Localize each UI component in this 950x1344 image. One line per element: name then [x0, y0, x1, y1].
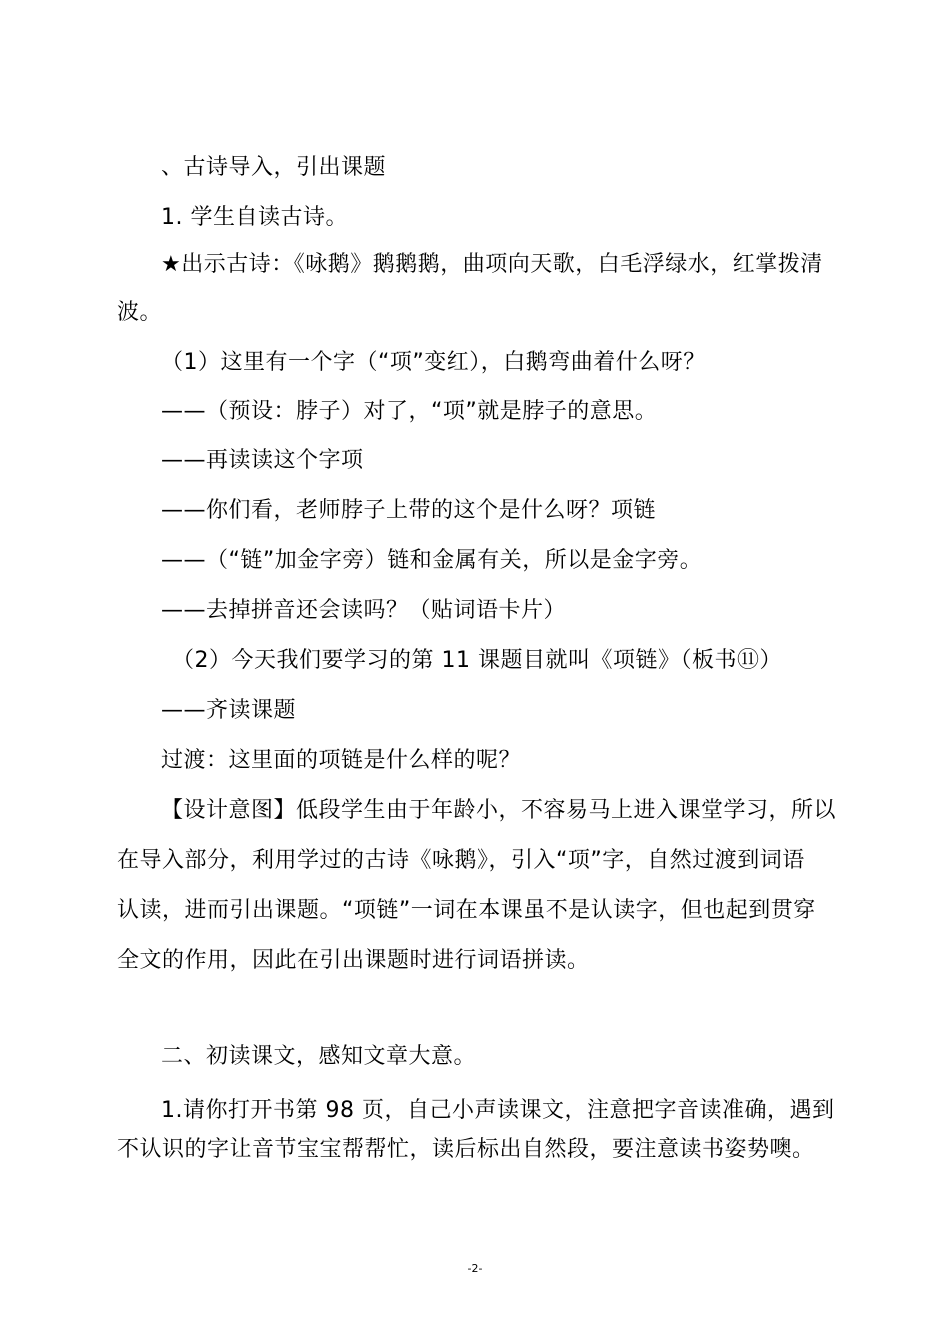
dialogue-line5: ——去掉拼音还会读吗？（贴词语卡片）: [161, 598, 567, 623]
design-intent-line3: 认读，进而引出课题。“项链”一词在本课虽不是认读字，但也起到贯穿: [117, 898, 816, 923]
dialogue-line1: ——（预设：脖子）对了，“项”就是脖子的意思。: [161, 399, 658, 424]
section2-heading: 二、初读课文，感知文章大意。: [161, 1044, 477, 1069]
poem-line2: 波。: [117, 300, 163, 325]
section2-item1-line1: 1.请你打开书第 98 页，自己小声读课文，注意把字音读准确，遇到: [161, 1098, 835, 1123]
design-intent-line1: 【设计意图】低段学生由于年龄小，不容易马上进入课堂学习，所以: [161, 798, 837, 823]
transition-text: 过渡：这里面的项链是什么样的呢？: [161, 748, 522, 773]
section1-heading: 、古诗导入，引出课题: [161, 155, 387, 180]
poem-line1: ★出示古诗：《咏鹅》鹅鹅鹅，曲项向天歌，白毛浮绿水，红掌拨清: [161, 252, 823, 277]
section2-item1-line2: 不认识的字让音节宝宝帮帮忙，读后标出自然段，要注意读书姿势噢。: [117, 1137, 815, 1162]
dialogue-line3: ——你们看，老师脖子上带的这个是什么呀？项链: [161, 498, 657, 523]
item1-text: 1. 学生自读古诗。: [161, 205, 348, 230]
dialogue-line2: ——再读读这个字项: [161, 448, 364, 473]
question2: （2）今天我们要学习的第 11 课题目就叫《项链》（板书⑪）: [172, 648, 782, 673]
design-intent-line4: 全文的作用，因此在引出课题时进行词语拼读。: [117, 948, 590, 973]
design-intent-line2: 在导入部分，利用学过的古诗《咏鹅》，引入“项”字，自然过渡到词语: [117, 848, 805, 873]
dialogue-line6: ——齐读课题: [161, 698, 297, 723]
dialogue-line4: ——（“链”加金字旁）链和金属有关，所以是金字旁。: [161, 548, 703, 573]
question1: （1）这里有一个字（“项”变红），白鹅弯曲着什么呀？: [161, 350, 706, 375]
page-number: -2-: [467, 1262, 483, 1275]
